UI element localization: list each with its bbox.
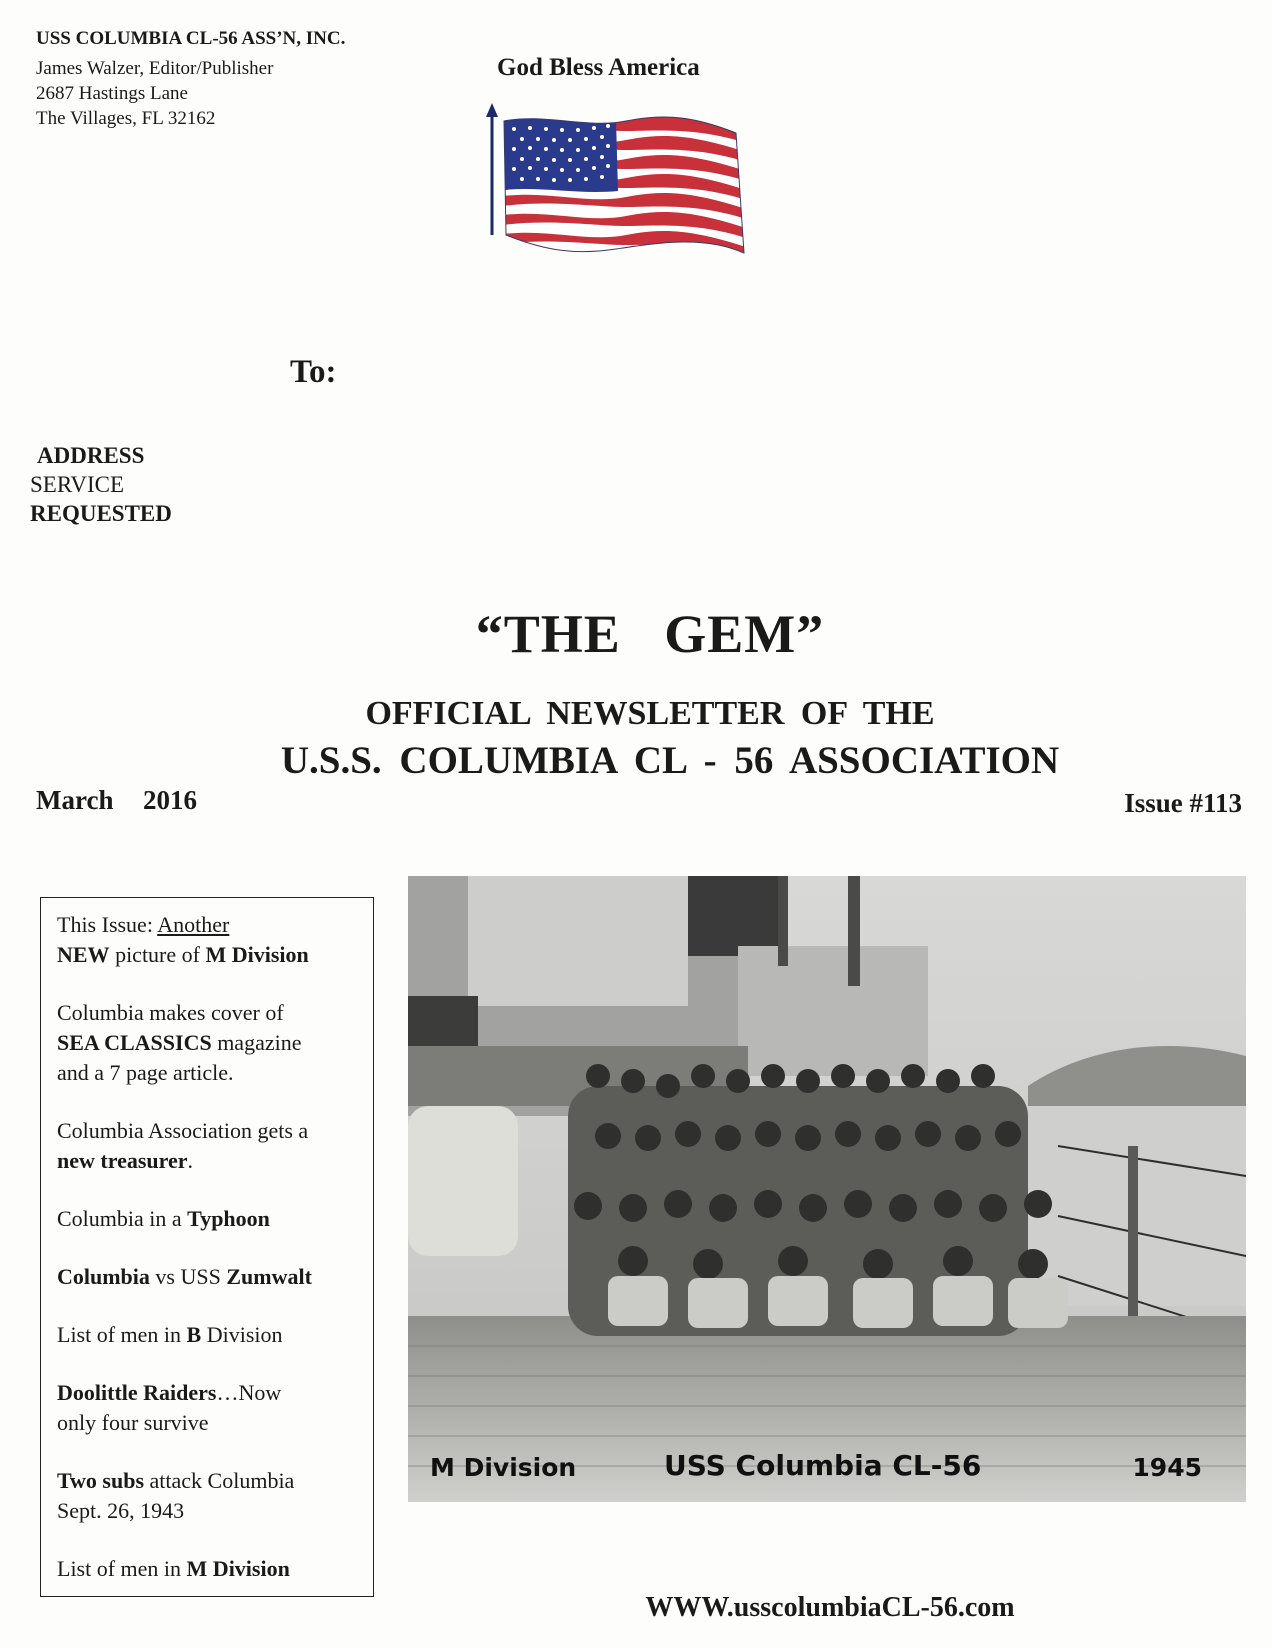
contents-text: Columbia xyxy=(57,1264,150,1289)
contents-text: List of men in xyxy=(57,1556,187,1581)
return-address-street: 2687 Hastings Lane xyxy=(36,83,188,104)
contents-text: This Issue: xyxy=(57,912,158,937)
contents-item xyxy=(57,1204,359,1234)
contents-text: picture of xyxy=(109,942,206,967)
contents-text: vs USS xyxy=(149,1264,227,1289)
contents-text: Zumwalt xyxy=(226,1264,312,1289)
contents-item xyxy=(57,1320,359,1350)
contents-item xyxy=(57,1262,359,1292)
contents-text: only four survive xyxy=(57,1410,209,1435)
contents-text: Two subs xyxy=(57,1468,145,1493)
contents-text: B xyxy=(186,1322,202,1347)
to-label: To: xyxy=(290,354,337,390)
photo-caption-right: 1945 xyxy=(1132,1453,1202,1482)
address-service-line3: REQUESTED xyxy=(30,501,172,526)
contents-item xyxy=(57,1378,359,1438)
contents-item xyxy=(57,910,359,970)
contents-item xyxy=(57,998,359,1088)
contents-text: Columbia in a xyxy=(57,1206,188,1231)
newsletter-subtitle-1: OFFICIAL NEWSLETTER OF THE xyxy=(365,695,935,732)
return-address-editor: James Walzer, Editor/Publisher xyxy=(36,58,274,79)
contents-text: SEA CLASSICS xyxy=(57,1030,212,1055)
flag-icon xyxy=(476,103,766,263)
contents-text: List of men in xyxy=(57,1322,187,1347)
newsletter-title: “THE GEM” xyxy=(475,604,825,664)
contents-text: new treasurer xyxy=(57,1148,188,1173)
contents-text: magazine xyxy=(211,1030,302,1055)
contents-text: …Now xyxy=(216,1380,282,1405)
contents-text: attack Columbia xyxy=(144,1468,295,1493)
contents-text: Typhoon xyxy=(187,1206,270,1231)
return-address-org: USS COLUMBIA CL-56 ASS’N, INC. xyxy=(36,28,346,49)
contents-text: M Division xyxy=(186,1556,290,1581)
website-link[interactable]: WWW.usscolumbiaCL-56.com xyxy=(645,1592,1015,1623)
address-service-line1: ADDRESS xyxy=(37,443,145,468)
contents-text: Sept. 26, 1943 xyxy=(57,1498,185,1523)
issue-date: March 2016 xyxy=(36,785,197,815)
contents-item xyxy=(57,1116,359,1176)
contents-item xyxy=(57,1554,359,1584)
american-flag-image xyxy=(476,103,766,263)
return-address-city: The Villages, FL 32162 xyxy=(36,108,216,129)
address-service-line2: SERVICE xyxy=(30,472,124,497)
contents-text: Columbia makes cover of xyxy=(57,1000,284,1025)
contents-item xyxy=(57,1466,359,1526)
m-division-photo xyxy=(408,876,1246,1502)
flag-caption: God Bless America xyxy=(497,54,700,81)
issue-number: Issue #113 xyxy=(1124,788,1242,818)
contents-text: . xyxy=(187,1148,194,1173)
contents-text: NEW xyxy=(57,942,110,967)
contents-box xyxy=(40,897,374,1597)
contents-text: Division xyxy=(201,1322,283,1347)
contents-text: Columbia Association gets a xyxy=(57,1118,309,1143)
photo-caption-center: USS Columbia CL-56 xyxy=(664,1449,982,1482)
contents-text: and a 7 page article. xyxy=(57,1060,234,1085)
contents-text: M Division xyxy=(205,942,309,967)
contents-text: Another xyxy=(157,912,230,937)
newsletter-subtitle-2: U.S.S. COLUMBIA CL - 56 ASSOCIATION xyxy=(280,739,1060,782)
crew-photo-image xyxy=(408,876,1246,1502)
contents-text: Doolittle Raiders xyxy=(57,1380,217,1405)
photo-caption-left: M Division xyxy=(430,1453,577,1482)
